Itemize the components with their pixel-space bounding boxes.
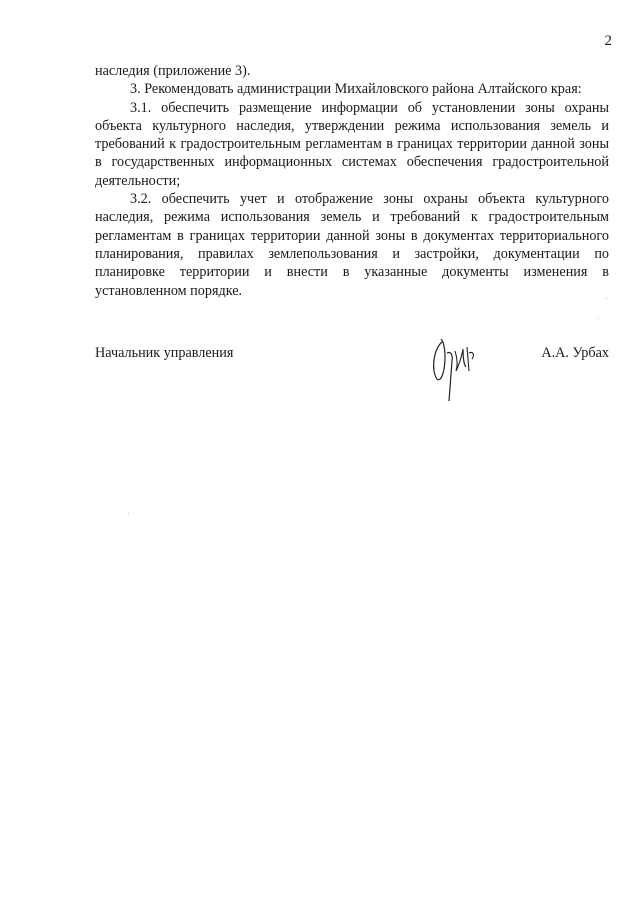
- signature-block: [95, 343, 609, 403]
- document-body: [95, 62, 609, 300]
- signer-name: А.А. Урбах: [541, 345, 609, 361]
- paragraph-item-3-1: 3.1. обеспечить размещение информации об установлении зоны охраны объекта культурного наследия, утверждении режима использования земель и требований к градостроительным регламентам в границах территории данной зоны в государственных информационных системах обеспечения градостроительной деятельности;: [95, 99, 609, 189]
- page-number: 2: [604, 33, 612, 49]
- handwritten-signature: [425, 331, 489, 403]
- paragraph-item-3: 3. Рекомендовать администрации Михайловского района Алтайского края:: [130, 81, 582, 98]
- scan-speck: [598, 318, 599, 319]
- scan-speck: [606, 298, 607, 299]
- paragraph-item-3-2: 3.2. обеспечить учет и отображение зоны охраны объекта культурного наследия, режима использования земель и требований к градостроительным регламентам в границах территории данной зоны в документах территориального планирования, правилах землепользования и застройки, документации по планировке территории и внести в указанные документы изменения в установленном порядке.: [95, 191, 609, 299]
- signer-title: Начальник управления: [95, 345, 234, 361]
- scan-speck: [128, 513, 129, 514]
- paragraph-continuation: наследия (приложение 3).: [95, 63, 251, 79]
